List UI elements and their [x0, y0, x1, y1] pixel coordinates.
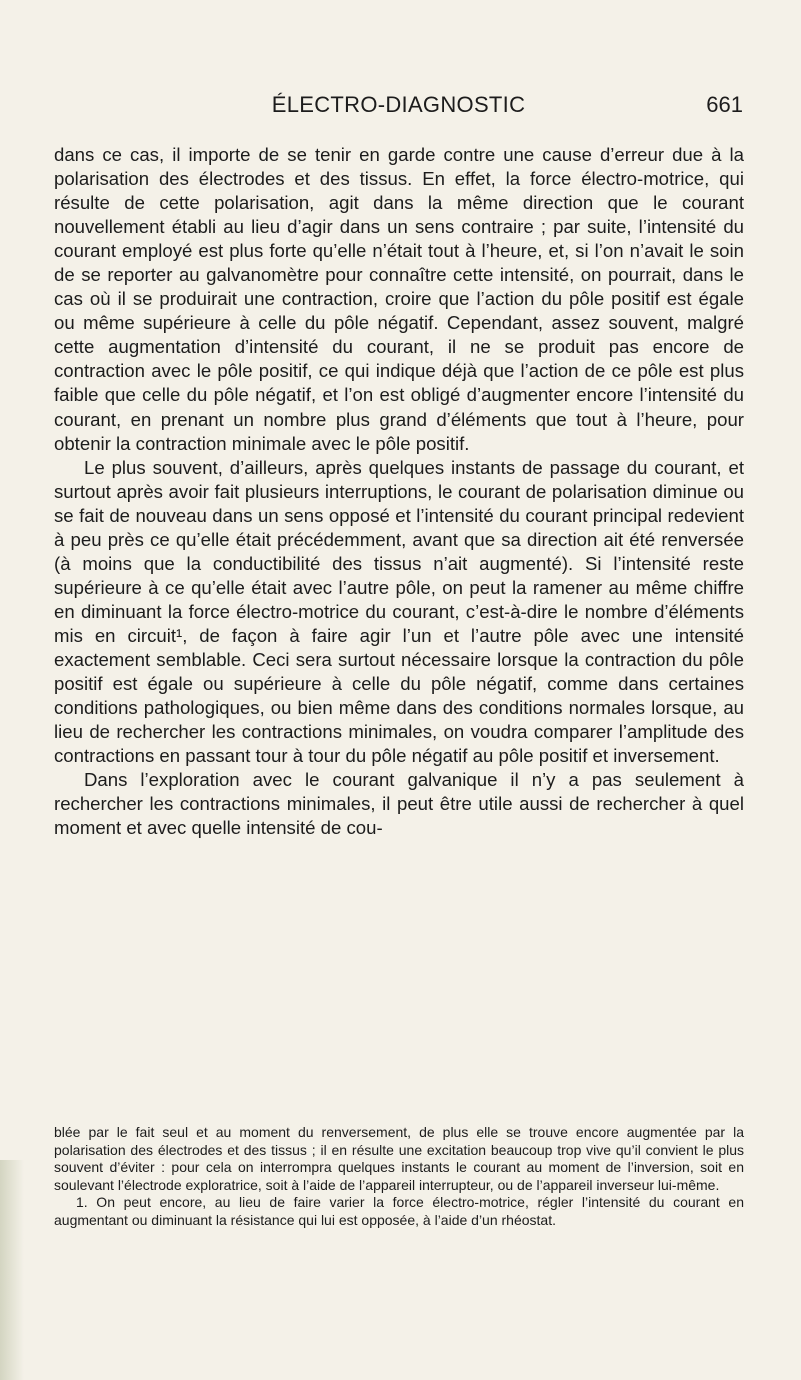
paragraph: Dans l’exploration avec le courant galvanique il n’y a pas seulement à rechercher les contractions minimales, il peut être utile aussi de rechercher à quel moment et avec quelle intensité de cou-: [54, 769, 744, 839]
paragraph: Le plus souvent, d’ailleurs, après quelques instants de passage du courant, et surtout après avoir fait plusieurs interruptions, le courant de polarisation diminue ou se fait de nouveau dans un sens opposé et l’intensité du courant principal redevient à peu près ce qu’elle était précédemment, avant que sa direction ait été renversée (à moins que la conductibilité des tissus n’ait augmenté). Si l’intensité reste supérieure à ce qu’elle était avec l’autre pôle, on peut la ramener au même chiffre en diminuant la force électro-motrice du courant, c’est-à-dire le nombre d’éléments mis en circuit¹, de façon à faire agir l’un et l’autre pôle avec une intensité exactement semblable. Ceci sera surtout nécessaire lorsque la contraction du pôle positif est égale ou supérieure à celle du pôle négatif, comme dans certaines conditions pathologiques, ou bien même dans des conditions normales lorsque, au lieu de rechercher les contractions minimales, on voudra comparer l’amplitude des contractions en passant tour à tour du pôle négatif au pôle positif et inversement.: [54, 456, 744, 767]
page-number: 661: [706, 92, 743, 117]
footnote-1: 1. On peut encore, au lieu de faire varier la force électro-motrice, régler l’intensité du courant en augmentant ou diminuant la résistance qui lui est opposée, à l’aide d’un rhéostat.: [54, 1194, 744, 1228]
body-text: [54, 143, 744, 840]
page-stain: [0, 1160, 24, 1380]
page-header: [54, 92, 743, 132]
footnotes: [54, 1124, 744, 1230]
footnote-continuation: blée par le fait seul et au moment du renversement, de plus elle se trouve encore augmentée par la polarisation des électrodes et des tissus ; il en résulte une excitation beaucoup trop vive qu’il convient le plus souvent d’éviter : pour cela on interrompra quelques instants le courant au moment de l’inversion, soit en soulevant l’électrode exploratrice, soit à l’aide de l’appareil interrupteur, ou de l’appareil inverseur lui-même.: [54, 1124, 744, 1193]
running-title: ÉLECTRO-DIAGNOSTIC: [271, 92, 526, 117]
paragraph: dans ce cas, il importe de se tenir en garde contre une cause d’erreur due à la polarisation des électrodes et des tissus. En effet, la force électro-motrice, qui résulte de cette polarisation, agit dans la même direction que le courant nouvellement établi au lieu d’agir dans un sens contraire ; par suite, l’intensité du courant employé est plus forte qu’elle n’était tout à l’heure, et, si l’on n’avait le soin de se reporter au galvanomètre pour connaître cette intensité, on pourrait, dans le cas où il se produirait une contraction, croire que l’action du pôle positif est égale ou même supérieure à celle du pôle négatif. Cependant, assez souvent, malgré cette augmentation d’intensité du courant, il ne se produit pas encore de contraction avec le pôle positif, ce qui indique déjà que l’action de ce pôle est plus faible que celle du pôle négatif, et l’on est obligé d’augmenter encore l’intensité du courant, en prenant un nombre plus grand d’éléments que tout à l’heure, pour obtenir la contraction minimale avec le pôle positif.: [54, 144, 744, 454]
